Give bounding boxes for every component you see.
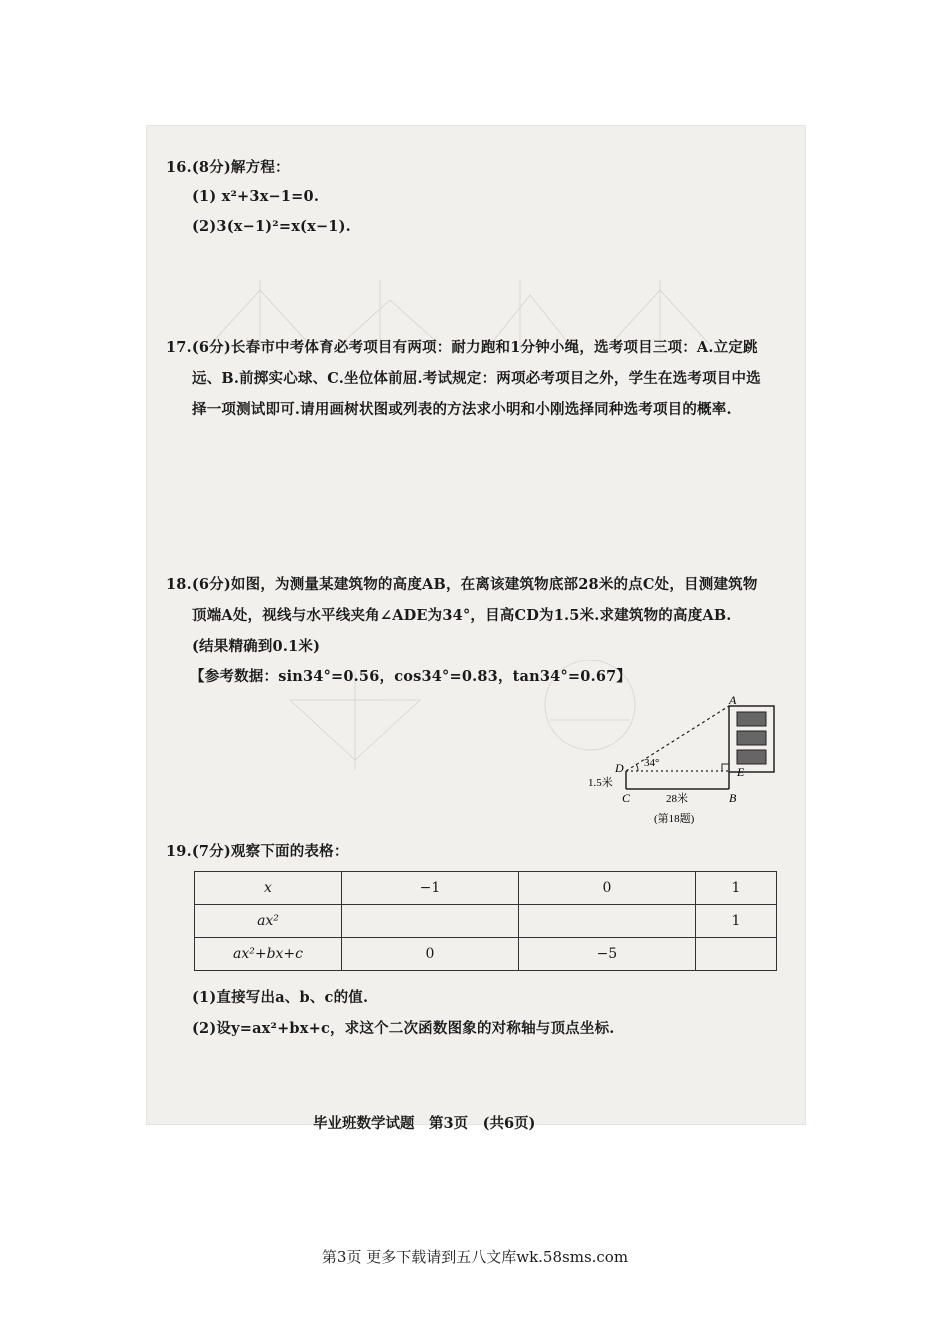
label-b: B [729,791,737,805]
q19-title: 19.(7分)观察下面的表格： [166,843,349,860]
scan-page-footer: 毕业班数学试题 第3页 (共6页) [313,1115,536,1132]
distance-label: 28米 [666,793,688,805]
table-row [195,938,777,971]
q18-figure [586,694,786,830]
building-window [737,731,766,745]
label-c: C [622,791,631,805]
q19-part2: (2)设y=ax²+bx+c，求这个二次函数图象的对称轴与顶点坐标. [192,1020,615,1037]
q18-line2: 顶端A处，视线与水平线夹角∠ADE为34°，目高CD为1.5米.求建筑物的高度AB. [192,607,732,624]
observation-table [194,871,777,971]
q16-part1: (1) x²+3x−1=0. [192,188,320,205]
table-cell [695,938,776,971]
table-cell: −1 [342,872,519,905]
label-e: E [737,765,745,779]
table-row [195,872,777,905]
table-cell: 1 [695,872,776,905]
q16-title: 16.(8分)解方程： [166,159,290,176]
table-cell: 1 [695,905,776,938]
table-cell: 0 [518,872,695,905]
table-cell: x [195,872,342,905]
table-cell: 0 [342,938,519,971]
label-a: A [729,694,737,707]
q18-line1: 18.(6分)如图，为测量某建筑物的高度AB，在离该建筑物底部28米的点C处，目测建筑物 [166,576,758,593]
q17-line2: 远、B.前掷实心球、C.坐位体前屈.考试规定：两项必考项目之外，学生在选考项目中选 [192,370,761,387]
q17-line3: 择一项测试即可.请用画树状图或列表的方法求小明和小刚选择同种选考项目的概率. [192,401,732,418]
eye-height-label: 1.5米 [588,777,613,789]
q16-part2: (2)3(x−1)²=x(x−1). [192,218,351,235]
table-cell [518,905,695,938]
figure-caption: (第18题) [654,813,695,825]
page-footer: 第3页 更多下载请到五八文库wk.58sms.com [321,1248,629,1266]
sight-line [626,706,729,771]
q18-reference-data: 【参考数据：sin34°=0.56，cos34°=0.83，tan34°=0.67】 [190,668,632,685]
table-cell: ax² [195,905,342,938]
q19-part1: (1)直接写出a、b、c的值. [192,989,369,1006]
angle-label: 34° [644,757,660,769]
table-cell: −5 [518,938,695,971]
label-d: D [615,761,624,775]
table-cell [342,905,519,938]
building-window [737,750,766,764]
table-cell: ax²+bx+c [195,938,342,971]
table-row [195,905,777,938]
q17-line1: 17.(6分)长春市中考体育必考项目有两项：耐力跑和1分钟小绳，选考项目三项：A.立定跳 [166,339,758,356]
building-window [737,712,766,726]
q18-line3: (结果精确到0.1米) [192,638,321,655]
